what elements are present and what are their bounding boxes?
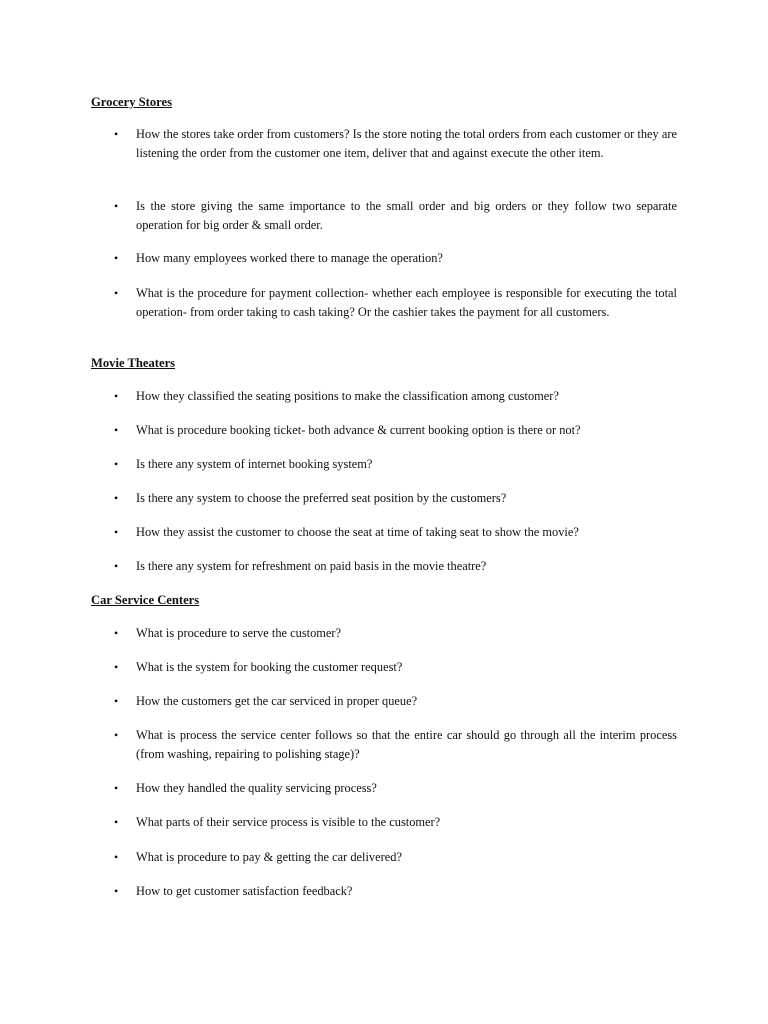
list-item-text: What is procedure to serve the customer? bbox=[136, 626, 342, 640]
list-item-text: Is there any system of internet booking system? bbox=[136, 457, 373, 471]
bullet-icon: • bbox=[114, 815, 119, 829]
list-item-text: Is the store giving the same importance to the small order and big orders or they follow two separate operation for big order & small order. bbox=[136, 199, 677, 233]
list-item-text: Is there any system to choose the preferred seat position by the customers? bbox=[136, 491, 507, 505]
bullet-icon: • bbox=[114, 525, 119, 539]
list-item-text: How they handled the quality servicing process? bbox=[136, 781, 377, 795]
bullet-icon: • bbox=[114, 423, 119, 437]
bullet-icon: • bbox=[114, 457, 119, 471]
bullet-icon: • bbox=[114, 491, 119, 505]
bullet-icon: • bbox=[114, 850, 119, 864]
list-item-text: What is the procedure for payment collection- whether each employee is responsible for executing the total operation- from order taking to cash taking? Or the cashier takes the payment for all customers. bbox=[136, 286, 677, 320]
list-item-text: How to get customer satisfaction feedback? bbox=[136, 884, 353, 898]
section-heading: Movie Theaters bbox=[91, 356, 176, 370]
bullet-icon: • bbox=[114, 781, 119, 795]
list-item-text: What is procedure to pay & getting the car delivered? bbox=[136, 850, 402, 864]
bullet-icon: • bbox=[114, 884, 119, 898]
bullet-icon: • bbox=[114, 694, 119, 708]
list-item-text: Is there any system for refreshment on paid basis in the movie theatre? bbox=[136, 559, 487, 573]
list-item-text: What is process the service center follows so that the entire car should go through all the interim process (from washing, repairing to polishing stage)? bbox=[136, 728, 677, 762]
list-item-text: How they classified the seating positions to make the classification among customer? bbox=[136, 389, 559, 403]
bullet-icon: • bbox=[114, 559, 119, 573]
bullet-icon: • bbox=[114, 728, 119, 742]
list-item-text: How many employees worked there to manage the operation? bbox=[136, 251, 443, 265]
list-item-text: How the stores take order from customers? Is the store noting the total orders from each customer or they are listening the order from the customer one item, deliver that and against execute the other item. bbox=[136, 127, 677, 161]
list-item-text: What is the system for booking the customer request? bbox=[136, 660, 403, 674]
bullet-icon: • bbox=[114, 660, 119, 674]
bullet-icon: • bbox=[114, 127, 119, 141]
bullet-icon: • bbox=[114, 251, 119, 265]
bullet-icon: • bbox=[114, 286, 119, 300]
bullet-icon: • bbox=[114, 389, 119, 403]
section-heading: Grocery Stores bbox=[91, 95, 173, 109]
bullet-icon: • bbox=[114, 626, 119, 640]
bullet-icon: • bbox=[114, 199, 119, 213]
section-heading: Car Service Centers bbox=[91, 593, 200, 607]
list-item-text: How the customers get the car serviced in proper queue? bbox=[136, 694, 418, 708]
list-item-text: What is procedure booking ticket- both advance & current booking option is there or not? bbox=[136, 423, 581, 437]
list-item-text: How they assist the customer to choose the seat at time of taking seat to show the movie? bbox=[136, 525, 579, 539]
list-item-text: What parts of their service process is visible to the customer? bbox=[136, 815, 441, 829]
